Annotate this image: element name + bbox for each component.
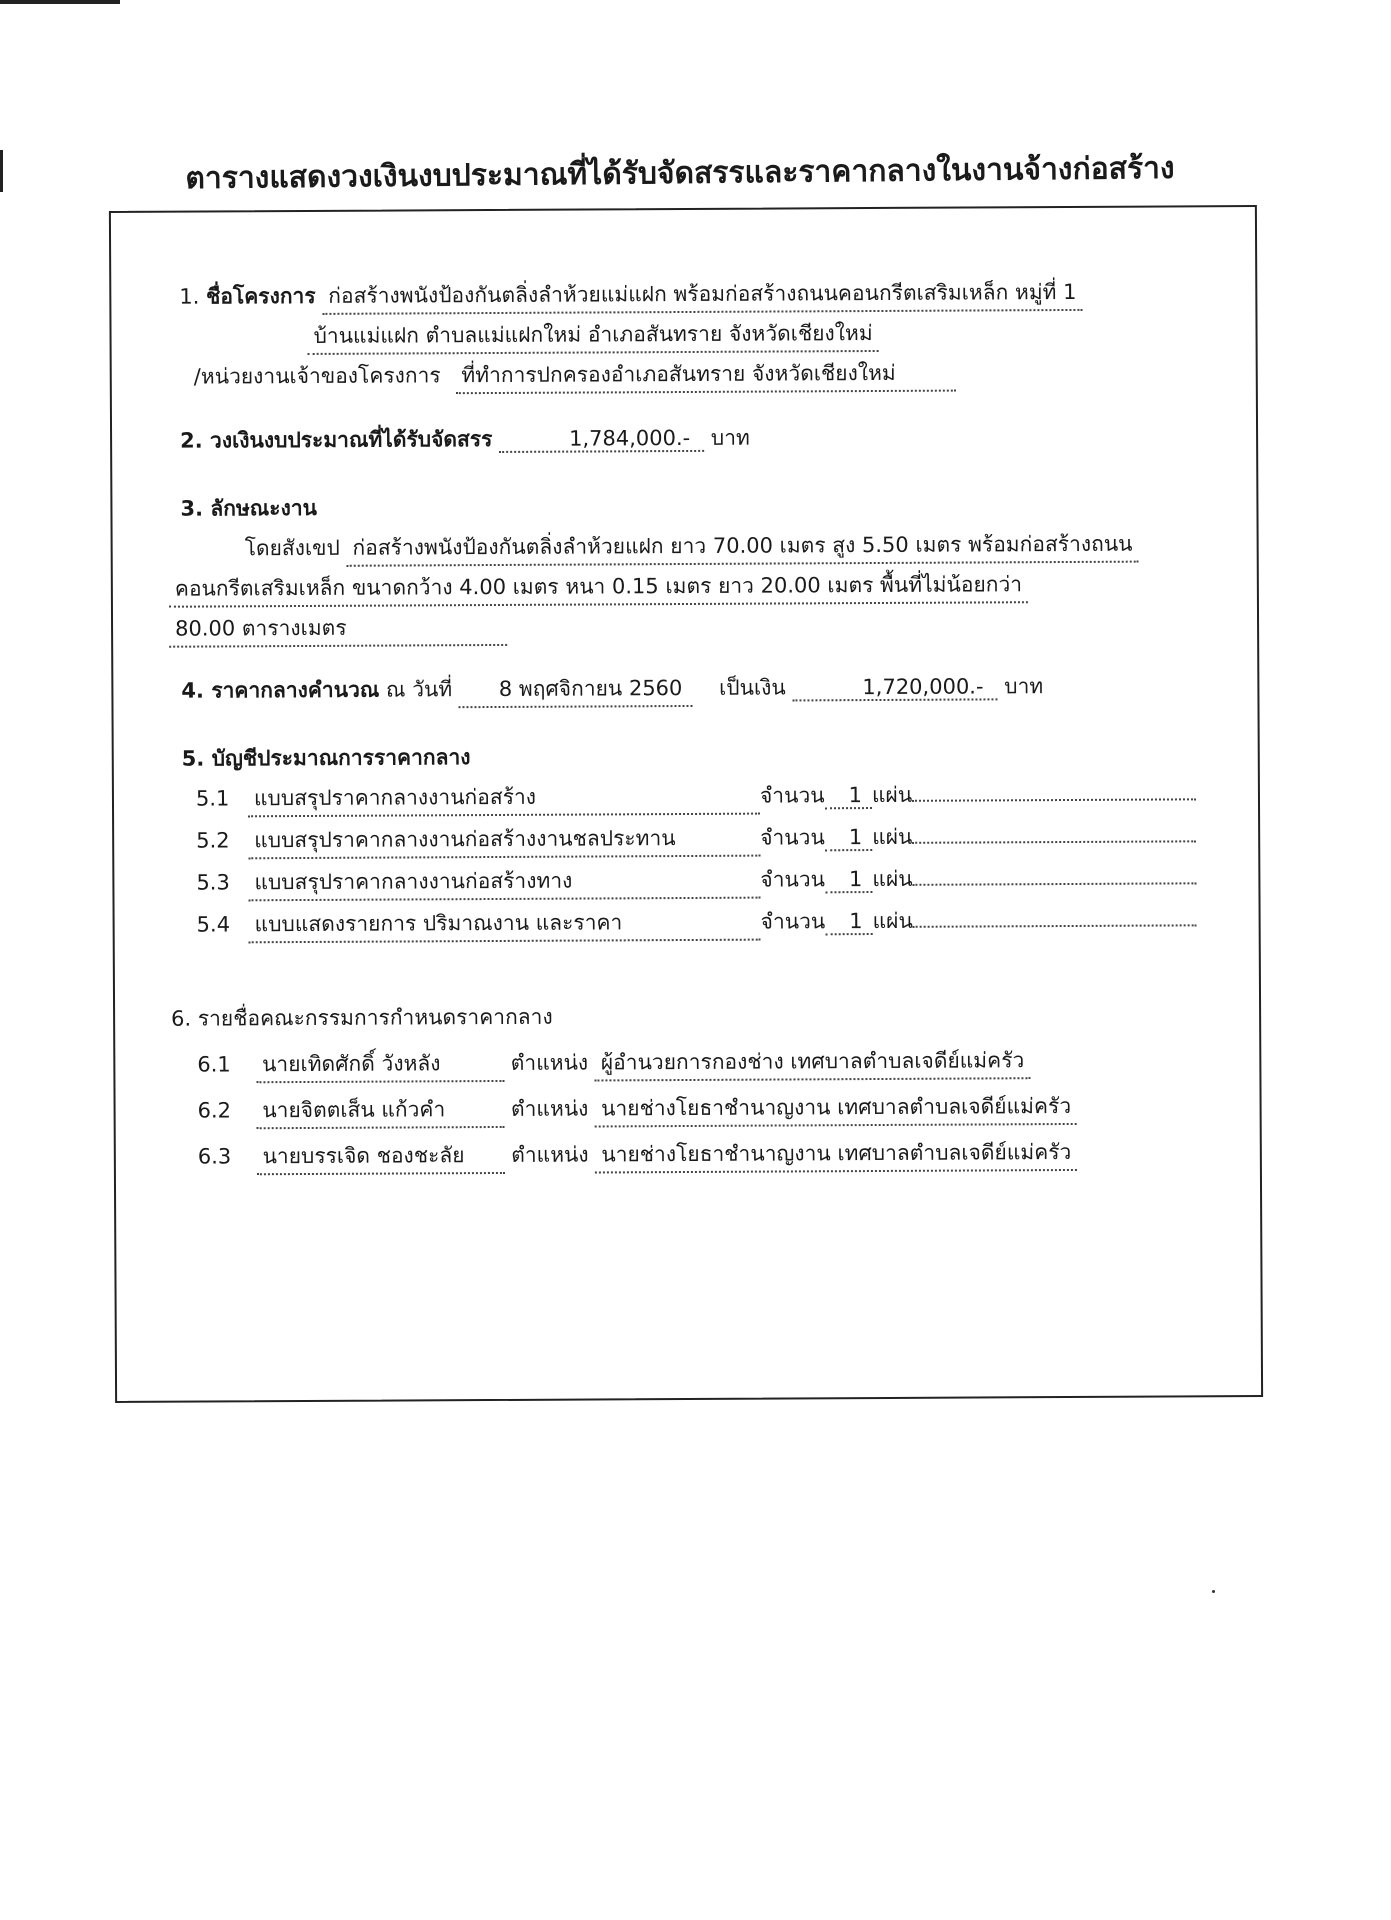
- committee-member: [197, 1044, 1030, 1083]
- qty-label: จำนวน: [760, 825, 825, 850]
- position-label: ตำแหน่ง: [510, 1050, 589, 1075]
- item-text: แบบสรุปราคากลางงานก่อสร้างงานชลประทาน: [248, 822, 760, 860]
- member-name: นายจิตตเส็น แก้วคำ: [256, 1093, 504, 1129]
- member-name: นายบรรเจิด ชองชะลัย: [256, 1139, 504, 1175]
- item-unit: แผ่น: [872, 908, 913, 934]
- project-name-line1: [179, 276, 1082, 316]
- project-name-label: ชื่อโครงการ: [206, 283, 316, 309]
- committee-label: 6. รายชื่อคณะกรรมการกำหนดราคากลาง: [171, 1004, 553, 1031]
- work-description-heading: [180, 492, 317, 526]
- dotted-leader: [913, 923, 1197, 927]
- qty-label: จำนวน: [759, 783, 825, 808]
- member-name: นายเทิดศักดิ์ วังหลัง: [256, 1047, 504, 1083]
- project-name-value: ก่อสร้างพนังป้องกันตลิ่งลำห้วยแม่แฝก พร้อมก่อสร้างถนนคอนกรีตเสริมเหล็ก หมู่ที่ 1: [322, 276, 1082, 315]
- work-description-text: 80.00 ตารางเมตร: [169, 611, 507, 648]
- median-price-label: 4. ราคากลางคำนวณ: [181, 677, 380, 703]
- item-text: แบบสรุปราคากลางงานก่อสร้างทาง: [248, 864, 760, 902]
- summary-label: โดยสังเขป: [244, 535, 340, 561]
- list-item: [196, 861, 1196, 901]
- item-unit: แผ่น: [872, 824, 913, 850]
- member-position: ผู้อำนวยการกองช่าง เทศบาลตำบลเจดีย์แม่ครัว: [595, 1044, 1031, 1081]
- document-frame: [109, 205, 1263, 1403]
- date-value: 8 พฤศจิกายน 2560: [459, 672, 693, 708]
- project-name-line2: [307, 317, 878, 355]
- committee-member: [198, 1136, 1078, 1176]
- date-prefix: ณ วันที่: [385, 677, 453, 702]
- member-number: 6.1: [197, 1052, 231, 1077]
- item-qty: 1: [825, 909, 873, 935]
- budget-value: 1,784,000.-: [499, 426, 704, 453]
- item-qty: 1: [825, 825, 873, 851]
- amount-unit: บาท: [1004, 674, 1044, 699]
- budget-unit: บาท: [710, 425, 750, 450]
- section-number: 1.: [179, 284, 200, 309]
- agency-label: /หน่วยงานเจ้าของโครงการ: [193, 363, 441, 389]
- scan-edge-mark: [0, 150, 3, 192]
- item-unit: แผ่น: [871, 782, 913, 808]
- list-item: [196, 819, 1196, 859]
- member-position: นายช่างโยธาชำนาญงาน เทศบาลตำบลเจดีย์แม่ครัว: [595, 1090, 1077, 1128]
- item-number: 5.1: [195, 786, 230, 811]
- dotted-leader: [912, 839, 1196, 843]
- work-description-text: คอนกรีตเสริมเหล็ก ขนาดกว้าง 4.00 เมตร หนา 0.15 เมตร ยาว 20.00 เมตร พื้นที่ไม่น้อยกว่า: [169, 568, 1028, 607]
- work-description-text: ก่อสร้างพนังป้องกันตลิ่งลำห้วยแฝก ยาว 70.00 เมตร สูง 5.50 เมตร พร้อมก่อสร้างถนน: [346, 528, 1138, 567]
- item-number: 5.2: [196, 828, 230, 853]
- position-label: ตำแหน่ง: [510, 1096, 589, 1121]
- median-price-line: [181, 670, 1043, 710]
- item-text: แบบแสดงรายการ ปริมาณงาน และราคา: [249, 906, 761, 944]
- item-number: 5.4: [196, 912, 231, 937]
- committee-member: [198, 1090, 1078, 1130]
- item-qty: 1: [825, 783, 873, 809]
- agency-value: ที่ทำการปกครองอำเภอสันทราย จังหวัดเชียงใหม่: [455, 357, 956, 395]
- work-description-line3: [169, 611, 507, 648]
- list-item: [196, 777, 1196, 817]
- dotted-leader: [913, 881, 1197, 885]
- document-title: ตารางแสดงวงเงินงบประมาณที่ได้รับจัดสรรและราคากลางในงานจ้างก่อสร้าง: [185, 150, 1175, 197]
- amount-label: เป็นเงิน: [718, 675, 786, 700]
- amount-value: 1,720,000.-: [792, 674, 997, 701]
- member-number: 6.2: [197, 1098, 232, 1123]
- work-description-label: 3. ลักษณะงาน: [180, 495, 318, 521]
- work-description-line2: [169, 568, 1028, 607]
- item-number: 5.3: [196, 870, 230, 895]
- project-location-value: บ้านแม่แฝก ตำบลแม่แฝกใหม่ อำเภอสันทราย จังหวัดเชียงใหม่: [307, 317, 878, 355]
- item-qty: 1: [825, 867, 873, 893]
- item-text: แบบสรุปราคากลางงานก่อสร้าง: [248, 780, 760, 818]
- item-unit: แผ่น: [872, 866, 913, 892]
- work-description-line1: [245, 528, 1139, 568]
- position-label: ตำแหน่ง: [511, 1142, 589, 1167]
- estimate-list-label: 5. บัญชีประมาณการราคากลาง: [181, 745, 471, 771]
- scan-speck: [1212, 1590, 1215, 1593]
- member-position: นายช่างโยธาชำนาญงาน เทศบาลตำบลเจดีย์แม่ครัว: [595, 1136, 1077, 1174]
- budget-label: 2. วงเงินงบประมาณที่ได้รับจัดสรร: [180, 427, 493, 453]
- committee-heading: [171, 1001, 553, 1036]
- qty-label: จำนวน: [760, 867, 826, 892]
- budget-line: [180, 422, 750, 458]
- list-item: [197, 903, 1197, 943]
- member-number: 6.3: [197, 1144, 232, 1169]
- dotted-leader: [912, 797, 1196, 801]
- estimate-list-heading: [182, 741, 471, 776]
- qty-label: จำนวน: [760, 909, 826, 934]
- agency-line: [194, 357, 956, 396]
- scan-edge-mark: [0, 0, 120, 4]
